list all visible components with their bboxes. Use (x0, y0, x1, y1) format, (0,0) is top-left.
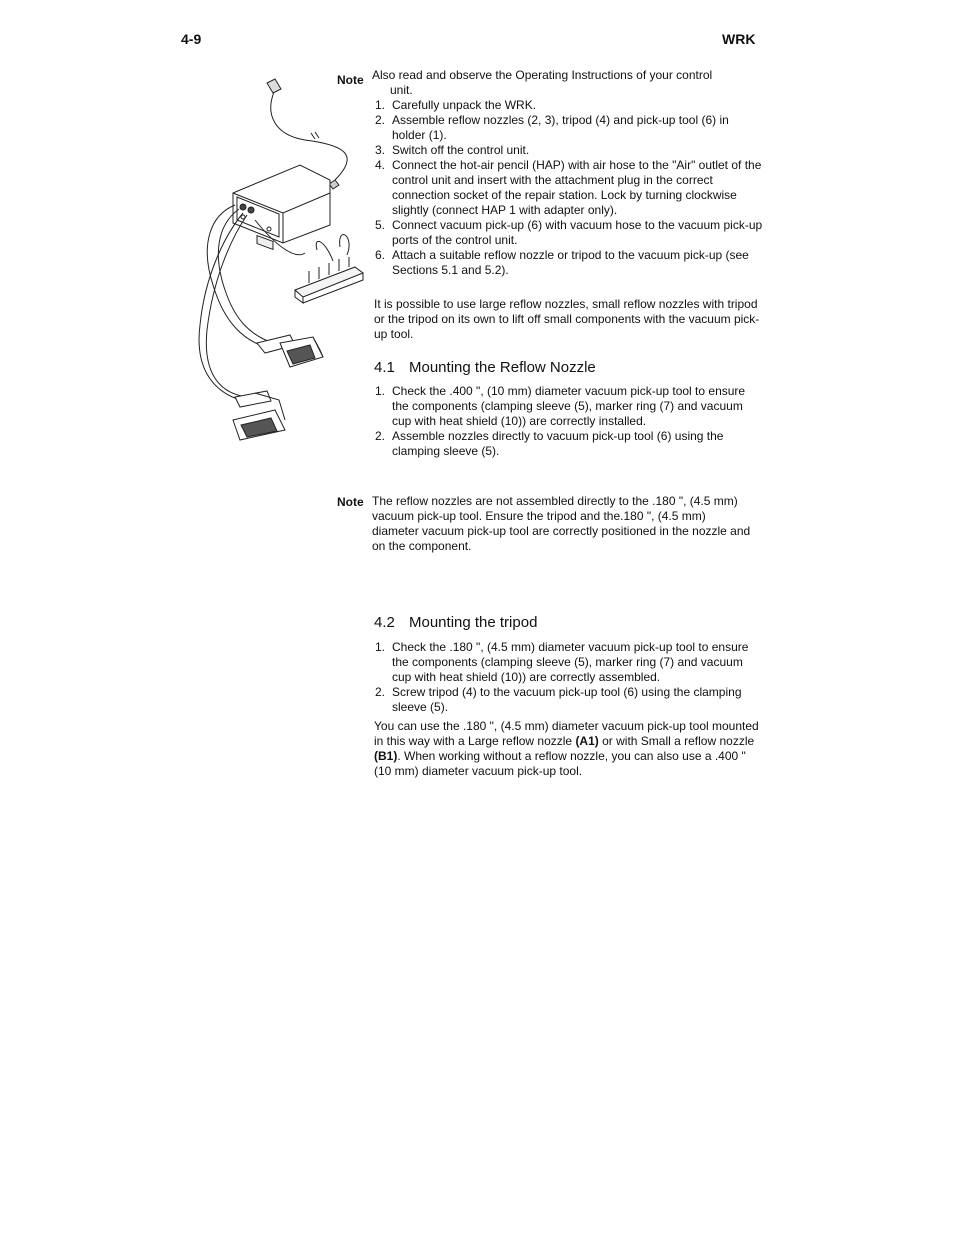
list-item: 1. Check the .180 ", (4.5 mm) diameter vacuum pick-up tool to ensure the components (clamping sleeve (5), marker ring (7) and vacuum cup with heat shield (10)) are correctly assembled. (375, 640, 749, 684)
intro-paragraph: It is possible to use large reflow nozzles, small reflow nozzles with tripod or the tripod on its own to lift off small components with the vacuum pick-up tool. (374, 297, 760, 341)
setup-steps (374, 98, 764, 278)
section-heading: 4.2 Mounting the tripod (374, 614, 538, 631)
list-item: 5. Connect vacuum pick-up (6) with vacuum hose to the vacuum pick-up ports of the control unit. (375, 218, 763, 247)
section-heading: 4.1 Mounting the Reflow Nozzle (374, 359, 596, 376)
list-item: 2. Assemble reflow nozzles (2, 3), tripod (4) and pick-up tool (6) in holder (1). (375, 113, 729, 142)
list-item: 6. Attach a suitable reflow nozzle or tripod to the vacuum pick-up (see Sections 5.1 and 5.2). (375, 248, 749, 277)
note-text (372, 68, 764, 98)
list-item: 2. Screw tripod (4) to the vacuum pick-up tool (6) using the clamping sleeve (5). (375, 685, 742, 714)
list-item: 1. Check the .400 ", (10 mm) diameter vacuum pick-up tool to ensure the components (clamping sleeve (5), marker ring (7) and vacuum cup with heat shield (10)) are correctly installed. (375, 384, 746, 428)
tripod-steps (374, 640, 764, 715)
reference-a1: (A1) (575, 734, 599, 748)
note-label: Note (337, 495, 364, 509)
list-item: 3. Switch off the control unit. (375, 143, 530, 157)
list-item: 4. Connect the hot-air pencil (HAP) with air hose to the "Air" outlet of the control unit and insert with the attachment plug in the correct connection socket of the repair station. Lock by turning clockwise slightly (connect HAP 1 with adapter only). (375, 158, 762, 217)
note-label: Note (337, 73, 364, 87)
list-item: 1. Carefully unpack the WRK. (375, 98, 537, 112)
tripod-paragraph: You can use the .180 ", (4.5 mm) diameter vacuum pick-up tool mounted in this way with a Large reflow nozzle (A1) or with Small a reflow nozzle (B1). When working without a reflow nozzle, you can also use a .400 " (10 mm) diameter vacuum pick-up tool. (374, 719, 759, 778)
document-title: WRK (722, 31, 756, 47)
note-text: The reflow nozzles are not assembled directly to the .180 ", (4.5 mm) vacuum pick-up tool. Ensure the tripod and the.180 ", (4.5 mm) diameter vacuum pick-up tool are correctly positioned in the nozzle and on the component. (372, 494, 751, 553)
reference-b1: (B1) (374, 749, 398, 763)
list-item: 2. Assemble nozzles directly to vacuum pick-up tool (6) using the clamping sleeve (5). (375, 429, 724, 458)
note-line: Also read and observe the Operating Instructions of your control (372, 68, 713, 82)
page-number: 4-9 (181, 31, 202, 47)
note-line: unit. (390, 83, 413, 97)
repair-station-illustration (195, 75, 365, 445)
nozzle-steps (374, 384, 764, 459)
